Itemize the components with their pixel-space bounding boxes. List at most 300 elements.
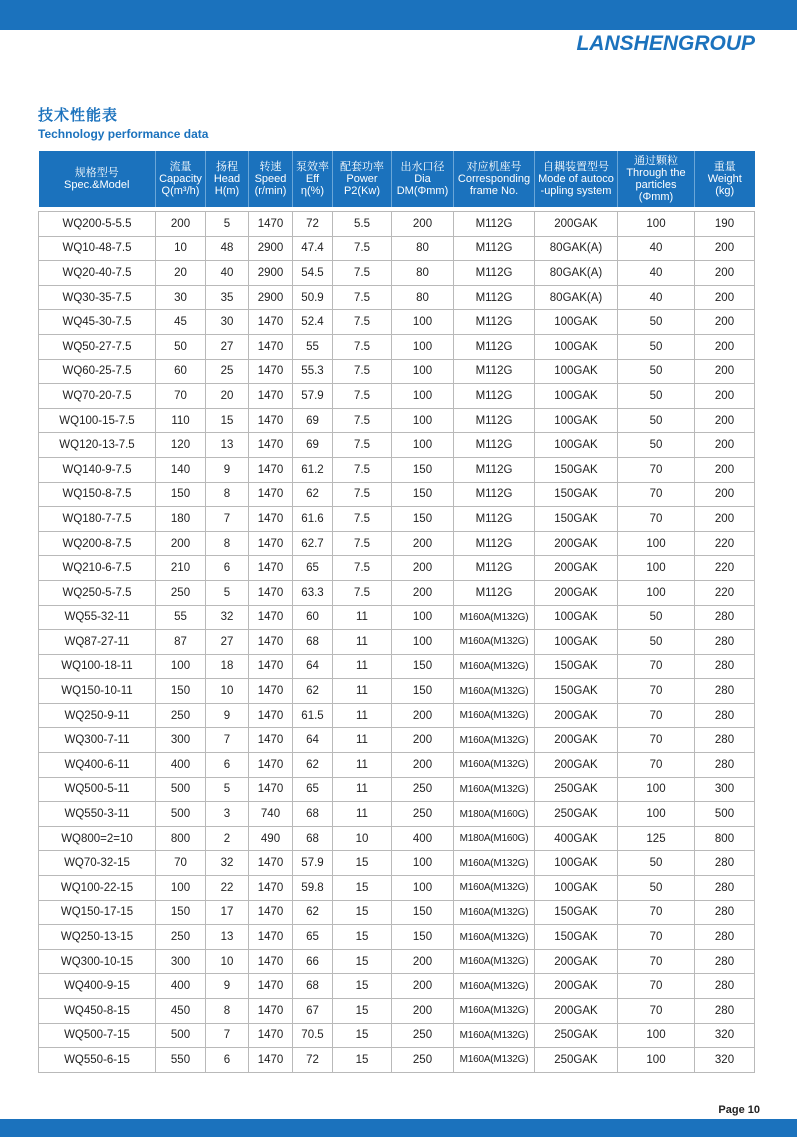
- cell-particles: 70: [618, 974, 695, 999]
- cell-coupling: 400GAK: [535, 826, 618, 851]
- cell-capacity: 250: [156, 580, 206, 605]
- cell-efficiency: 52.4: [293, 310, 333, 335]
- cell-capacity: 250: [156, 925, 206, 950]
- bottom-banner: [0, 1119, 797, 1137]
- cell-model: WQ450-8-15: [39, 999, 156, 1024]
- table-row: [39, 851, 755, 876]
- cell-power: 7.5: [333, 507, 392, 532]
- cell-capacity: 500: [156, 1023, 206, 1048]
- cell-weight: 280: [695, 949, 755, 974]
- cell-model: WQ180-7-7.5: [39, 507, 156, 532]
- cell-particles: 70: [618, 703, 695, 728]
- cell-model: WQ150-8-7.5: [39, 482, 156, 507]
- cell-capacity: 100: [156, 654, 206, 679]
- header-row: [39, 151, 755, 207]
- cell-power: 15: [333, 851, 392, 876]
- cell-efficiency: 64: [293, 728, 333, 753]
- cell-frame: M160A(M132G): [454, 679, 535, 704]
- cell-model: WQ55-32-11: [39, 605, 156, 630]
- cell-diameter: 200: [392, 999, 454, 1024]
- cell-weight: 280: [695, 999, 755, 1024]
- cell-power: 15: [333, 949, 392, 974]
- cell-power: 7.5: [333, 310, 392, 335]
- cell-particles: 50: [618, 851, 695, 876]
- cell-weight: 280: [695, 728, 755, 753]
- cell-efficiency: 62.7: [293, 531, 333, 556]
- cell-power: 15: [333, 900, 392, 925]
- cell-diameter: 100: [392, 605, 454, 630]
- cell-diameter: 200: [392, 728, 454, 753]
- cell-coupling: 100GAK: [535, 433, 618, 458]
- cell-efficiency: 67: [293, 999, 333, 1024]
- cell-particles: 50: [618, 876, 695, 901]
- cell-model: WQ250-5-7.5: [39, 580, 156, 605]
- cell-model: WQ400-6-11: [39, 753, 156, 778]
- cell-power: 7.5: [333, 556, 392, 581]
- cell-efficiency: 55.3: [293, 359, 333, 384]
- cell-diameter: 80: [392, 285, 454, 310]
- cell-diameter: 250: [392, 802, 454, 827]
- cell-head: 20: [206, 384, 249, 409]
- cell-model: WQ87-27-11: [39, 630, 156, 655]
- cell-speed: 1470: [249, 974, 293, 999]
- cell-head: 10: [206, 679, 249, 704]
- cell-frame: M160A(M132G): [454, 1023, 535, 1048]
- cell-efficiency: 55: [293, 334, 333, 359]
- cell-head: 9: [206, 457, 249, 482]
- cell-power: 15: [333, 974, 392, 999]
- cell-model: WQ300-10-15: [39, 949, 156, 974]
- cell-weight: 320: [695, 1048, 755, 1073]
- cell-frame: M160A(M132G): [454, 999, 535, 1024]
- cell-power: 11: [333, 777, 392, 802]
- cell-particles: 70: [618, 999, 695, 1024]
- cell-coupling: 150GAK: [535, 679, 618, 704]
- cell-head: 27: [206, 334, 249, 359]
- cell-diameter: 100: [392, 630, 454, 655]
- cell-efficiency: 65: [293, 777, 333, 802]
- cell-speed: 1470: [249, 408, 293, 433]
- cell-frame: M112G: [454, 212, 535, 237]
- cell-speed: 1470: [249, 531, 293, 556]
- cell-head: 10: [206, 949, 249, 974]
- cell-efficiency: 61.6: [293, 507, 333, 532]
- cell-model: WQ500-7-15: [39, 1023, 156, 1048]
- cell-efficiency: 62: [293, 679, 333, 704]
- cell-power: 7.5: [333, 433, 392, 458]
- cell-efficiency: 68: [293, 974, 333, 999]
- cell-coupling: 200GAK: [535, 974, 618, 999]
- cell-efficiency: 72: [293, 1048, 333, 1073]
- cell-head: 35: [206, 285, 249, 310]
- cell-diameter: 100: [392, 433, 454, 458]
- cell-efficiency: 62: [293, 482, 333, 507]
- cell-power: 7.5: [333, 359, 392, 384]
- cell-coupling: 150GAK: [535, 925, 618, 950]
- cell-diameter: 150: [392, 482, 454, 507]
- cell-particles: 70: [618, 507, 695, 532]
- cell-efficiency: 69: [293, 433, 333, 458]
- cell-speed: 1470: [249, 433, 293, 458]
- cell-speed: 1470: [249, 654, 293, 679]
- cell-diameter: 200: [392, 531, 454, 556]
- table-row: [39, 236, 755, 261]
- cell-frame: M160A(M132G): [454, 703, 535, 728]
- cell-capacity: 100: [156, 876, 206, 901]
- cell-speed: 1470: [249, 482, 293, 507]
- cell-capacity: 150: [156, 679, 206, 704]
- brand-logo: LANSHENGROUP: [576, 32, 755, 55]
- cell-capacity: 180: [156, 507, 206, 532]
- cell-capacity: 150: [156, 900, 206, 925]
- cell-capacity: 55: [156, 605, 206, 630]
- cell-efficiency: 62: [293, 900, 333, 925]
- cell-efficiency: 57.9: [293, 384, 333, 409]
- cell-weight: 280: [695, 925, 755, 950]
- cell-head: 27: [206, 630, 249, 655]
- cell-coupling: 80GAK(A): [535, 236, 618, 261]
- table-row: [39, 408, 755, 433]
- cell-model: WQ150-17-15: [39, 900, 156, 925]
- table-row: [39, 777, 755, 802]
- cell-diameter: 80: [392, 261, 454, 286]
- cell-weight: 800: [695, 826, 755, 851]
- cell-coupling: 100GAK: [535, 876, 618, 901]
- cell-diameter: 100: [392, 334, 454, 359]
- cell-head: 13: [206, 433, 249, 458]
- cell-head: 9: [206, 703, 249, 728]
- cell-head: 7: [206, 1023, 249, 1048]
- cell-model: WQ300-7-11: [39, 728, 156, 753]
- cell-speed: 1470: [249, 359, 293, 384]
- cell-particles: 50: [618, 433, 695, 458]
- cell-efficiency: 62: [293, 753, 333, 778]
- top-banner: [0, 0, 797, 30]
- cell-frame: M112G: [454, 507, 535, 532]
- cell-model: WQ70-32-15: [39, 851, 156, 876]
- cell-efficiency: 63.3: [293, 580, 333, 605]
- cell-capacity: 30: [156, 285, 206, 310]
- cell-speed: 1470: [249, 851, 293, 876]
- cell-frame: M112G: [454, 457, 535, 482]
- cell-diameter: 200: [392, 974, 454, 999]
- cell-speed: 2900: [249, 285, 293, 310]
- cell-power: 10: [333, 826, 392, 851]
- cell-efficiency: 72: [293, 212, 333, 237]
- cell-capacity: 250: [156, 703, 206, 728]
- cell-speed: 1470: [249, 703, 293, 728]
- cell-particles: 100: [618, 1023, 695, 1048]
- cell-particles: 70: [618, 949, 695, 974]
- cell-speed: 490: [249, 826, 293, 851]
- cell-speed: 1470: [249, 605, 293, 630]
- cell-weight: 280: [695, 679, 755, 704]
- cell-head: 7: [206, 507, 249, 532]
- table-body: [39, 212, 755, 1073]
- cell-capacity: 200: [156, 212, 206, 237]
- cell-diameter: 200: [392, 753, 454, 778]
- cell-particles: 100: [618, 556, 695, 581]
- cell-speed: 740: [249, 802, 293, 827]
- cell-head: 25: [206, 359, 249, 384]
- cell-coupling: 250GAK: [535, 1048, 618, 1073]
- cell-speed: 1470: [249, 876, 293, 901]
- cell-coupling: 100GAK: [535, 630, 618, 655]
- header-power: 配套功率 Power P2(Kw): [333, 151, 392, 207]
- cell-model: WQ250-13-15: [39, 925, 156, 950]
- cell-head: 13: [206, 925, 249, 950]
- table-header: [39, 151, 755, 212]
- cell-weight: 280: [695, 703, 755, 728]
- cell-capacity: 10: [156, 236, 206, 261]
- cell-model: WQ210-6-7.5: [39, 556, 156, 581]
- cell-efficiency: 61.5: [293, 703, 333, 728]
- table-row: [39, 630, 755, 655]
- table-row: [39, 482, 755, 507]
- cell-head: 7: [206, 728, 249, 753]
- cell-model: WQ30-35-7.5: [39, 285, 156, 310]
- cell-diameter: 100: [392, 384, 454, 409]
- section-title-cn: 技术性能表: [38, 106, 119, 124]
- header-weight: 重量 Weight (kg): [695, 151, 755, 207]
- cell-weight: 200: [695, 408, 755, 433]
- table-row: [39, 531, 755, 556]
- cell-diameter: 200: [392, 556, 454, 581]
- cell-coupling: 80GAK(A): [535, 285, 618, 310]
- header-frame: 对应机座号 Corresponding frame No.: [454, 151, 535, 207]
- cell-weight: 500: [695, 802, 755, 827]
- cell-model: WQ400-9-15: [39, 974, 156, 999]
- cell-diameter: 200: [392, 212, 454, 237]
- table-row: [39, 925, 755, 950]
- cell-weight: 200: [695, 359, 755, 384]
- cell-weight: 200: [695, 334, 755, 359]
- cell-diameter: 200: [392, 949, 454, 974]
- cell-capacity: 50: [156, 334, 206, 359]
- cell-weight: 220: [695, 580, 755, 605]
- table-row: [39, 1048, 755, 1073]
- table-row: [39, 826, 755, 851]
- cell-head: 6: [206, 556, 249, 581]
- cell-frame: M112G: [454, 359, 535, 384]
- cell-particles: 125: [618, 826, 695, 851]
- table-row: [39, 654, 755, 679]
- cell-diameter: 100: [392, 408, 454, 433]
- cell-weight: 200: [695, 384, 755, 409]
- cell-frame: M112G: [454, 482, 535, 507]
- cell-capacity: 300: [156, 949, 206, 974]
- cell-particles: 40: [618, 285, 695, 310]
- cell-speed: 1470: [249, 384, 293, 409]
- cell-speed: 1470: [249, 334, 293, 359]
- cell-power: 7.5: [333, 457, 392, 482]
- cell-capacity: 800: [156, 826, 206, 851]
- cell-speed: 1470: [249, 925, 293, 950]
- cell-coupling: 150GAK: [535, 482, 618, 507]
- table-row: [39, 974, 755, 999]
- cell-coupling: 200GAK: [535, 999, 618, 1024]
- cell-diameter: 400: [392, 826, 454, 851]
- cell-particles: 100: [618, 531, 695, 556]
- cell-head: 8: [206, 482, 249, 507]
- cell-frame: M160A(M132G): [454, 728, 535, 753]
- cell-weight: 220: [695, 531, 755, 556]
- cell-efficiency: 57.9: [293, 851, 333, 876]
- table-row: [39, 876, 755, 901]
- cell-power: 15: [333, 1023, 392, 1048]
- table-row: [39, 556, 755, 581]
- cell-diameter: 100: [392, 310, 454, 335]
- cell-diameter: 100: [392, 876, 454, 901]
- cell-capacity: 550: [156, 1048, 206, 1073]
- cell-weight: 200: [695, 285, 755, 310]
- cell-head: 6: [206, 753, 249, 778]
- cell-coupling: 200GAK: [535, 580, 618, 605]
- cell-particles: 50: [618, 630, 695, 655]
- cell-speed: 1470: [249, 212, 293, 237]
- table-row: [39, 261, 755, 286]
- cell-frame: M160A(M132G): [454, 605, 535, 630]
- cell-head: 30: [206, 310, 249, 335]
- cell-power: 7.5: [333, 261, 392, 286]
- cell-coupling: 80GAK(A): [535, 261, 618, 286]
- header-diameter: 出水口径 Dia DM(Φmm): [392, 151, 454, 207]
- cell-capacity: 87: [156, 630, 206, 655]
- cell-model: WQ150-10-11: [39, 679, 156, 704]
- header-model: 规格型号 Spec.&Model: [39, 151, 156, 207]
- cell-head: 9: [206, 974, 249, 999]
- table-row: [39, 679, 755, 704]
- cell-power: 11: [333, 654, 392, 679]
- cell-coupling: 250GAK: [535, 1023, 618, 1048]
- cell-power: 7.5: [333, 408, 392, 433]
- cell-particles: 100: [618, 777, 695, 802]
- table-row: [39, 433, 755, 458]
- header-speed: 转速 Speed (r/min): [249, 151, 293, 207]
- table-row: [39, 310, 755, 335]
- cell-weight: 280: [695, 630, 755, 655]
- cell-model: WQ250-9-11: [39, 703, 156, 728]
- cell-weight: 200: [695, 482, 755, 507]
- cell-head: 5: [206, 212, 249, 237]
- cell-power: 15: [333, 876, 392, 901]
- cell-model: WQ70-20-7.5: [39, 384, 156, 409]
- cell-coupling: 200GAK: [535, 728, 618, 753]
- cell-efficiency: 59.8: [293, 876, 333, 901]
- cell-capacity: 210: [156, 556, 206, 581]
- cell-capacity: 500: [156, 777, 206, 802]
- cell-head: 8: [206, 531, 249, 556]
- cell-model: WQ100-15-7.5: [39, 408, 156, 433]
- table-row: [39, 457, 755, 482]
- cell-efficiency: 64: [293, 654, 333, 679]
- cell-capacity: 450: [156, 999, 206, 1024]
- cell-capacity: 70: [156, 384, 206, 409]
- cell-head: 8: [206, 999, 249, 1024]
- cell-frame: M112G: [454, 285, 535, 310]
- cell-diameter: 200: [392, 703, 454, 728]
- cell-capacity: 400: [156, 753, 206, 778]
- performance-table-container: [38, 151, 754, 1073]
- cell-power: 7.5: [333, 236, 392, 261]
- cell-model: WQ100-18-11: [39, 654, 156, 679]
- cell-power: 7.5: [333, 334, 392, 359]
- cell-diameter: 100: [392, 851, 454, 876]
- cell-particles: 70: [618, 654, 695, 679]
- cell-diameter: 250: [392, 1048, 454, 1073]
- cell-diameter: 150: [392, 507, 454, 532]
- cell-diameter: 150: [392, 679, 454, 704]
- cell-frame: M160A(M132G): [454, 974, 535, 999]
- table-row: [39, 334, 755, 359]
- cell-power: 11: [333, 703, 392, 728]
- header-capacity: 流量 Capacity Q(m³/h): [156, 151, 206, 207]
- cell-head: 15: [206, 408, 249, 433]
- cell-diameter: 150: [392, 925, 454, 950]
- cell-head: 6: [206, 1048, 249, 1073]
- cell-power: 11: [333, 679, 392, 704]
- cell-capacity: 45: [156, 310, 206, 335]
- table-row: [39, 212, 755, 237]
- cell-model: WQ550-6-15: [39, 1048, 156, 1073]
- cell-particles: 50: [618, 310, 695, 335]
- cell-coupling: 200GAK: [535, 531, 618, 556]
- cell-weight: 280: [695, 851, 755, 876]
- cell-speed: 1470: [249, 900, 293, 925]
- cell-weight: 200: [695, 457, 755, 482]
- cell-power: 15: [333, 999, 392, 1024]
- cell-coupling: 100GAK: [535, 310, 618, 335]
- cell-power: 7.5: [333, 580, 392, 605]
- cell-coupling: 100GAK: [535, 605, 618, 630]
- cell-coupling: 100GAK: [535, 851, 618, 876]
- cell-speed: 1470: [249, 949, 293, 974]
- cell-coupling: 150GAK: [535, 654, 618, 679]
- cell-diameter: 150: [392, 900, 454, 925]
- cell-frame: M160A(M132G): [454, 949, 535, 974]
- cell-speed: 1470: [249, 1023, 293, 1048]
- cell-efficiency: 68: [293, 802, 333, 827]
- table-row: [39, 802, 755, 827]
- cell-frame: M160A(M132G): [454, 1048, 535, 1073]
- cell-frame: M180A(M160G): [454, 802, 535, 827]
- cell-model: WQ50-27-7.5: [39, 334, 156, 359]
- cell-head: 3: [206, 802, 249, 827]
- cell-particles: 70: [618, 753, 695, 778]
- cell-diameter: 150: [392, 654, 454, 679]
- cell-head: 40: [206, 261, 249, 286]
- cell-speed: 1470: [249, 753, 293, 778]
- cell-coupling: 250GAK: [535, 802, 618, 827]
- cell-head: 17: [206, 900, 249, 925]
- cell-model: WQ550-3-11: [39, 802, 156, 827]
- cell-particles: 100: [618, 1048, 695, 1073]
- cell-speed: 1470: [249, 728, 293, 753]
- cell-capacity: 200: [156, 531, 206, 556]
- cell-efficiency: 69: [293, 408, 333, 433]
- cell-coupling: 100GAK: [535, 334, 618, 359]
- cell-coupling: 100GAK: [535, 408, 618, 433]
- cell-efficiency: 60: [293, 605, 333, 630]
- cell-capacity: 110: [156, 408, 206, 433]
- cell-weight: 200: [695, 507, 755, 532]
- header-coupling: 自耦装置型号 Mode of autoco -upling system: [535, 151, 618, 207]
- cell-frame: M112G: [454, 334, 535, 359]
- cell-frame: M160A(M132G): [454, 753, 535, 778]
- cell-speed: 1470: [249, 630, 293, 655]
- cell-power: 7.5: [333, 384, 392, 409]
- cell-efficiency: 47.4: [293, 236, 333, 261]
